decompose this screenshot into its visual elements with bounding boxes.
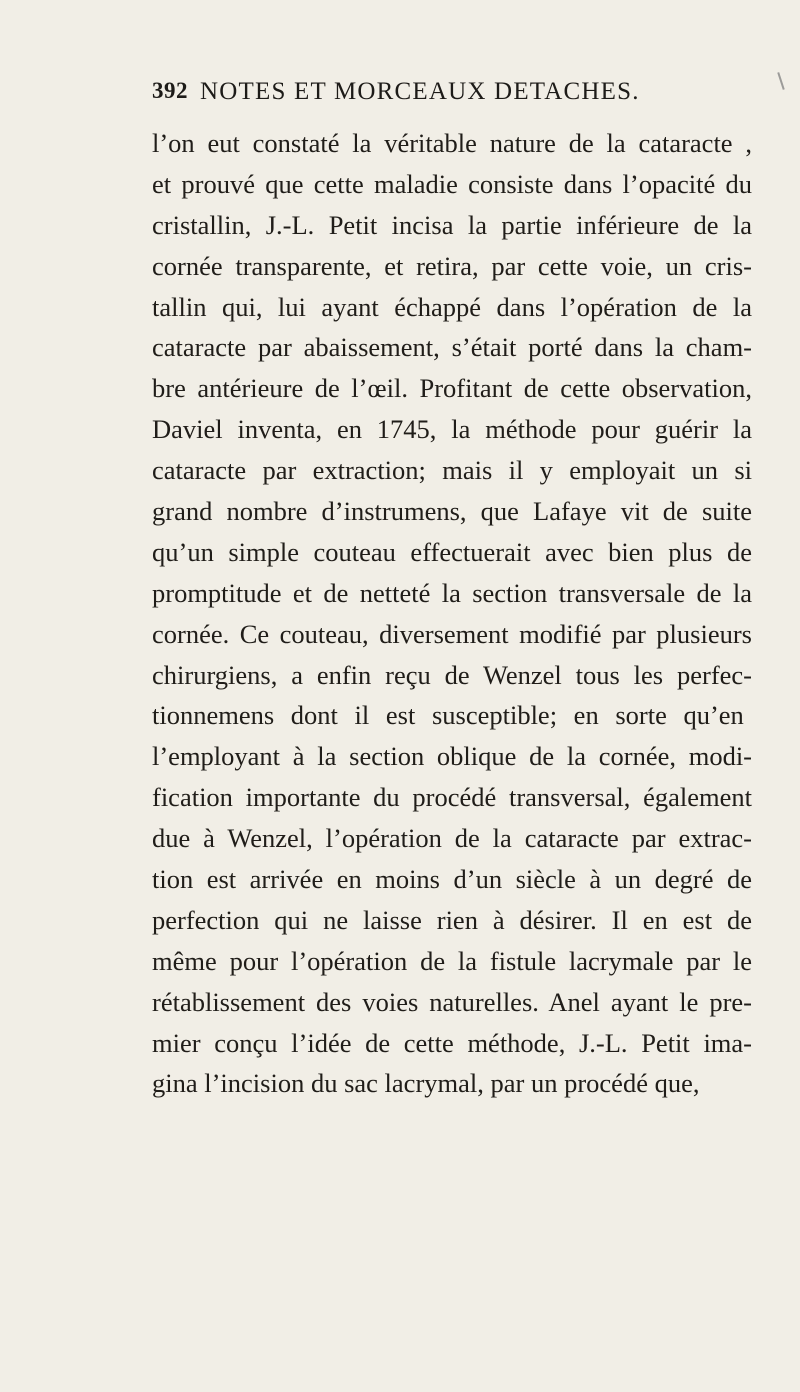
text-line: rétablissement des voies naturelles. Anel ayant le pre-: [152, 986, 752, 1017]
text-line: l’on eut constaté la véritable nature de la cataracte ,: [152, 128, 752, 158]
text-line: tion est arrivée en moins d’un siècle à un degré de: [152, 864, 752, 895]
text-line: chirurgiens, a enfin reçu de Wenzel tous les perfec-: [152, 659, 752, 690]
running-head: NOTES ET MORCEAUX DETACHES.: [200, 78, 640, 105]
page-number: 392: [152, 78, 188, 103]
text-line: bre antérieure de l’œil. Profitant de cette observation,: [152, 373, 752, 404]
text-line: Daviel inventa, en 1745, la méthode pour guérir la: [152, 414, 752, 445]
text-line: cornée. Ce couteau, diversement modifié par plusieurs: [152, 618, 752, 649]
text-line: perfection qui ne laisse rien à désirer. Il en est de: [152, 904, 752, 935]
text-line: l’employant à la section oblique de la cornée, modi-: [152, 741, 752, 772]
text-line: cataracte par abaissement, s’était porté dans la cham-: [152, 332, 752, 363]
text-line: même pour l’opération de la fistule lacrymale par le: [152, 945, 752, 976]
page-header: [152, 78, 692, 114]
text-line: tallin qui, lui ayant échappé dans l’opération de la: [152, 291, 752, 322]
text-line: et prouvé que cette maladie consiste dans l’opacité du: [152, 168, 752, 199]
text-line: cornée transparente, et retira, par cette voie, un cris-: [152, 250, 752, 281]
text-line: gina l’incision du sac lacrymal, par un procédé que,: [152, 1068, 700, 1099]
body-text: [152, 123, 752, 1104]
text-line: cristallin, J.-L. Petit incisa la partie inférieure de la: [152, 209, 752, 240]
text-line: tionnemens dont il est susceptible; en sorte qu’en: [152, 700, 744, 731]
text-line: fication importante du procédé transversal, également: [152, 782, 752, 813]
text-line: mier conçu l’idée de cette méthode, J.-L. Petit ima-: [152, 1027, 752, 1058]
text-line: qu’un simple couteau effectuerait avec bien plus de: [152, 536, 752, 567]
margin-mark: [777, 72, 784, 90]
text-line: grand nombre d’instrumens, que Lafaye vit de suite: [152, 496, 752, 527]
text-line: promptitude et de netteté la section transversale de la: [152, 577, 752, 608]
text-line: cataracte par extraction; mais il y employait un si: [152, 455, 752, 486]
text-line: due à Wenzel, l’opération de la cataracte par extrac-: [152, 823, 752, 854]
